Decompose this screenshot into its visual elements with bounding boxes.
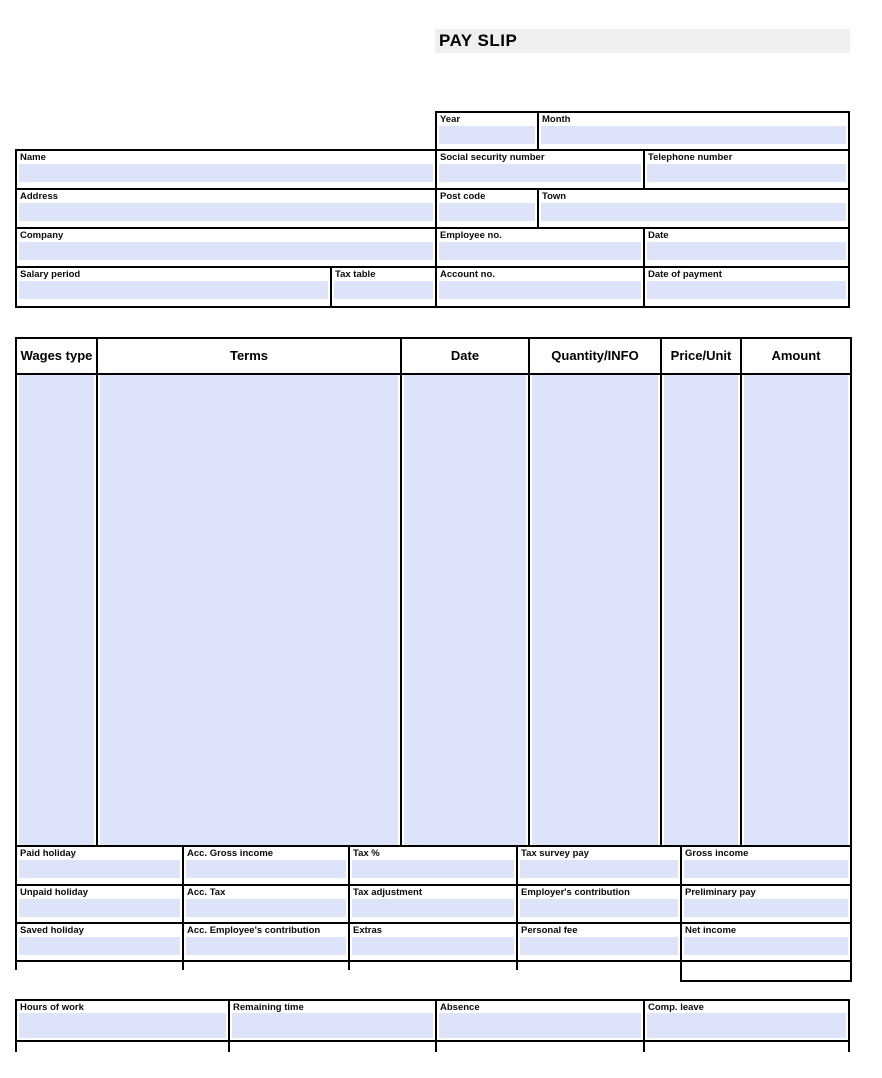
net-income-label: Net income: [685, 925, 737, 936]
company-field: [15, 227, 437, 268]
amount-column-input[interactable]: [740, 373, 852, 847]
cell-fill: [664, 375, 738, 845]
saved-holiday-label: Saved holiday: [20, 925, 84, 936]
table-edge-stub: [348, 962, 350, 970]
acc-gross-income-field: [182, 845, 350, 886]
tax-adjustment-label: Tax adjustment: [353, 887, 422, 898]
remaining-time-input[interactable]: [232, 1013, 433, 1038]
net-income-field: [680, 922, 852, 962]
tax-adjustment-input[interactable]: [352, 899, 514, 917]
terms-column-input[interactable]: [96, 373, 402, 847]
year-input[interactable]: [439, 126, 535, 144]
personal-fee-field: [516, 922, 682, 962]
col-header-wages-type: Wages type: [15, 337, 98, 375]
tax-adjustment-field: [348, 884, 518, 924]
absence-field: [435, 999, 645, 1042]
net-income-input[interactable]: [684, 937, 848, 955]
col-header-quantity-info: Quantity/INFO: [528, 337, 662, 375]
table-edge-stub: [435, 1042, 437, 1052]
col-header-price-unit: Price/Unit: [660, 337, 742, 375]
table-edge-stub: [182, 962, 184, 970]
date-of-payment-label: Date of payment: [648, 269, 722, 280]
employers-contribution-label: Employer's contribution: [521, 887, 630, 898]
table-edge-stub: [643, 1042, 645, 1052]
cell-fill: [744, 375, 848, 845]
remaining-time-field: [228, 999, 437, 1042]
table-edge-stub: [15, 1042, 17, 1052]
telephone-number-label: Telephone number: [648, 152, 733, 163]
acc-tax-field: [182, 884, 350, 924]
acc-employees-contribution-label: Acc. Employee's contribution: [187, 925, 321, 936]
tax-survey-pay-label: Tax survey pay: [521, 848, 589, 859]
gross-income-field: [680, 845, 852, 886]
table-edge-stub: [15, 962, 17, 970]
employee-no-input[interactable]: [439, 242, 641, 260]
net-income-total-box[interactable]: [680, 960, 852, 982]
table-edge-stub: [228, 1042, 230, 1052]
comp-leave-input[interactable]: [647, 1013, 846, 1038]
tax-table-field: [330, 266, 437, 308]
account-no-label: Account no.: [440, 269, 495, 280]
saved-holiday-input[interactable]: [19, 937, 180, 955]
post-code-label: Post code: [440, 191, 486, 202]
col-header-amount: Amount: [740, 337, 852, 375]
col-header-terms: Terms: [96, 337, 402, 375]
year-field: [435, 111, 539, 151]
acc-tax-input[interactable]: [186, 899, 346, 917]
acc-employees-contribution-field: [182, 922, 350, 962]
date-of-payment-field: [643, 266, 850, 308]
town-label: Town: [542, 191, 567, 202]
page-title: PAY SLIP: [439, 31, 518, 50]
date-column-input[interactable]: [400, 373, 530, 847]
date-field: [643, 227, 850, 268]
address-field: [15, 188, 437, 229]
tax-survey-pay-input[interactable]: [520, 860, 678, 878]
comp-leave-field: [643, 999, 850, 1042]
extras-label: Extras: [353, 925, 383, 936]
cell-fill: [532, 375, 658, 845]
preliminary-pay-field: [680, 884, 852, 924]
price-unit-column-input[interactable]: [660, 373, 742, 847]
tax-table-label: Tax table: [335, 269, 376, 280]
month-field: [537, 111, 850, 151]
preliminary-pay-input[interactable]: [684, 899, 848, 917]
social-security-number-field: [435, 149, 645, 190]
extras-input[interactable]: [352, 937, 514, 955]
tax-percent-label: Tax %: [353, 848, 380, 859]
absence-input[interactable]: [439, 1013, 641, 1038]
date-input[interactable]: [647, 242, 846, 260]
tax-survey-pay-field: [516, 845, 682, 886]
tax-percent-field: [348, 845, 518, 886]
telephone-number-field: [643, 149, 850, 190]
address-input[interactable]: [19, 203, 433, 221]
employee-no-field: [435, 227, 645, 268]
date-of-payment-input[interactable]: [647, 281, 846, 299]
paid-holiday-input[interactable]: [19, 860, 180, 878]
col-header-date: Date: [400, 337, 530, 375]
cell-fill: [100, 375, 398, 845]
employers-contribution-field: [516, 884, 682, 924]
account-no-input[interactable]: [439, 281, 641, 299]
extras-field: [348, 922, 518, 962]
account-no-field: [435, 266, 645, 308]
date-label: Date: [648, 230, 669, 241]
address-label: Address: [20, 191, 59, 202]
unpaid-holiday-input[interactable]: [19, 899, 180, 917]
company-input[interactable]: [19, 242, 433, 260]
unpaid-holiday-field: [15, 884, 184, 924]
month-input[interactable]: [541, 126, 846, 144]
gross-income-input[interactable]: [684, 860, 848, 878]
cell-fill: [404, 375, 526, 845]
month-label: Month: [542, 114, 571, 125]
social-security-number-input[interactable]: [439, 164, 641, 182]
year-label: Year: [440, 114, 461, 125]
unpaid-holiday-label: Unpaid holiday: [20, 887, 89, 898]
gross-income-label: Gross income: [685, 848, 749, 859]
town-input[interactable]: [541, 203, 846, 221]
paid-holiday-field: [15, 845, 184, 886]
hours-of-work-field: [15, 999, 230, 1042]
quantity-info-column-input[interactable]: [528, 373, 662, 847]
social-security-number-label: Social security number: [440, 152, 545, 163]
acc-gross-income-label: Acc. Gross income: [187, 848, 274, 859]
acc-tax-label: Acc. Tax: [187, 887, 226, 898]
cell-fill: [19, 375, 94, 845]
post-code-field: [435, 188, 539, 229]
saved-holiday-field: [15, 922, 184, 962]
remaining-time-label: Remaining time: [233, 1002, 304, 1013]
wages-type-column-input[interactable]: [15, 373, 98, 847]
acc-employees-contribution-input[interactable]: [186, 937, 346, 955]
post-code-input[interactable]: [439, 203, 535, 221]
name-field: [15, 149, 437, 190]
name-label: Name: [20, 152, 46, 163]
tax-table-input[interactable]: [334, 281, 433, 299]
table-edge-stub: [516, 962, 518, 970]
title-bar: [435, 29, 850, 53]
telephone-number-input[interactable]: [647, 164, 846, 182]
tax-percent-input[interactable]: [352, 860, 514, 878]
salary-period-input[interactable]: [19, 281, 328, 299]
employers-contribution-input[interactable]: [520, 899, 678, 917]
personal-fee-label: Personal fee: [521, 925, 578, 936]
comp-leave-label: Comp. leave: [648, 1002, 704, 1013]
employee-no-label: Employee no.: [440, 230, 502, 241]
preliminary-pay-label: Preliminary pay: [685, 887, 756, 898]
salary-period-field: [15, 266, 332, 308]
table-edge-stub: [848, 1042, 850, 1052]
town-field: [537, 188, 850, 229]
company-label: Company: [20, 230, 64, 241]
paid-holiday-label: Paid holiday: [20, 848, 76, 859]
salary-period-label: Salary period: [20, 269, 81, 280]
personal-fee-input[interactable]: [520, 937, 678, 955]
absence-label: Absence: [440, 1002, 480, 1013]
acc-gross-income-input[interactable]: [186, 860, 346, 878]
name-input[interactable]: [19, 164, 433, 182]
hours-of-work-label: Hours of work: [20, 1002, 84, 1013]
hours-of-work-input[interactable]: [19, 1013, 226, 1038]
